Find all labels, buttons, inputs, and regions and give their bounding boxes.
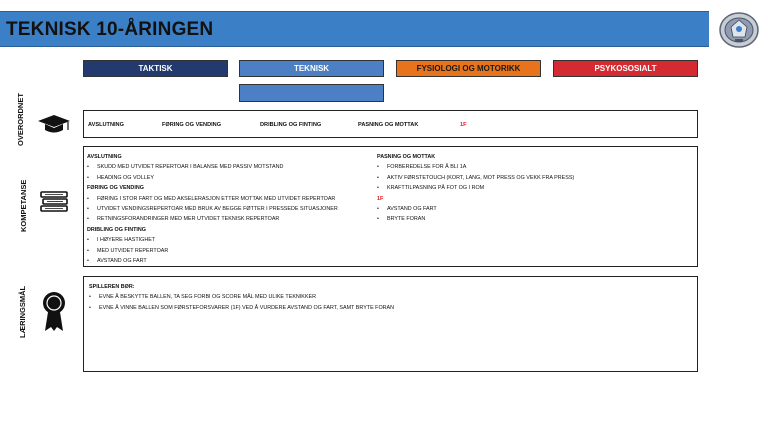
tab-taktisk[interactable]: TAKTISK: [83, 60, 228, 77]
books-icon: [39, 190, 69, 216]
tab-teknisk[interactable]: TEKNISK: [239, 60, 384, 77]
list-item: • EVNE Å VINNE BALLEN SOM FØRSTEFORSVARER (1F) VED Å VURDERE AVSTAND OG FART, SAMT BRYTE FORAN: [89, 303, 394, 313]
list-item: • RETNINGSFORANDRINGER MED MER UTVIDET TEKNISK REPERTOAR: [87, 214, 338, 224]
overordnet-tag: 1F: [460, 122, 467, 128]
laeringsmal-label: LÆRINGSMÅL: [18, 285, 27, 338]
graduation-cap-icon: [37, 114, 71, 136]
tab-psykososialt[interactable]: PSYKOSOSIALT: [553, 60, 698, 77]
list-item: • AKTIV FØRSTETOUCH (KORT, LANG, MOT PRESS OG VEKK FRA PRESS): [377, 173, 574, 183]
overordnet-label: OVERORDNET: [16, 93, 25, 146]
list-item: • KRAFTTILPASNING PÅ FOT OG I ROM: [377, 183, 574, 193]
club-crest-icon: [718, 11, 760, 49]
list-item: • HEADING OG VOLLEY: [87, 173, 338, 183]
kompetanse-box: [83, 146, 698, 267]
overordnet-item: FØRING OG VENDING: [162, 122, 222, 128]
list-item: • SKUDD MED UTVIDET REPERTOAR I BALANSE MED PASSIV MOTSTAND: [87, 162, 338, 172]
list-item: • MED UTVIDET REPERTOAR: [87, 246, 338, 256]
kompetanse-label: KOMPETANSE: [19, 179, 28, 232]
section-heading: PASNING OG MOTTAK: [377, 154, 436, 160]
title-bar: [0, 11, 709, 47]
overordnet-item: PASNING OG MOTTAK: [358, 122, 419, 128]
list-item: • BRYTE FORAN: [377, 214, 574, 224]
kompetanse-left-column: [87, 152, 338, 266]
list-item: • I HØYERE HASTIGHET: [87, 235, 338, 245]
laeringsmal-box: [83, 276, 698, 372]
tag-1f: 1F: [377, 195, 384, 202]
list-item: • AVSTAND OG FART: [377, 204, 574, 214]
list-item: • FORBEREDELSE FOR Å BLI 1A: [377, 162, 574, 172]
section-heading: DRIBLING OG FINTING: [87, 226, 146, 233]
section-heading: FØRING OG VENDING: [87, 185, 144, 192]
tab-fysiologi-og-motorikk[interactable]: FYSIOLOGI OG MOTORIKK: [396, 60, 541, 77]
overordnet-item: AVSLUTNING: [88, 122, 124, 128]
award-ribbon-icon: [42, 290, 66, 332]
list-item: • AVSTAND OG FART: [87, 256, 338, 266]
list-item: • FØRING I STOR FART OG MED AKSELERASJON ETTER MOTTAK MED UTVIDET REPERTOAR: [87, 194, 338, 204]
list-item: • EVNE Å BESKYTTE BALLEN, TA SEG FORBI OG SCORE MÅL MED ULIKE TEKNIKKER: [89, 292, 394, 302]
kompetanse-right-column: [377, 152, 574, 225]
overordnet-box: [83, 110, 698, 138]
overordnet-item: DRIBLING OG FINTING: [260, 122, 322, 128]
list-item: • UTVIDET VENDINGSREPERTOAR MED BRUK AV BEGGE FØTTER I PRESSEDE SITUASJONER: [87, 204, 338, 214]
section-heading: SPILLEREN BØR:: [89, 284, 135, 290]
teknisk-subtab[interactable]: [239, 84, 384, 102]
page-title: TEKNISK 10-ÅRINGEN: [6, 19, 214, 40]
section-heading: AVSLUTNING: [87, 154, 122, 160]
laeringsmal-content: [89, 282, 394, 313]
